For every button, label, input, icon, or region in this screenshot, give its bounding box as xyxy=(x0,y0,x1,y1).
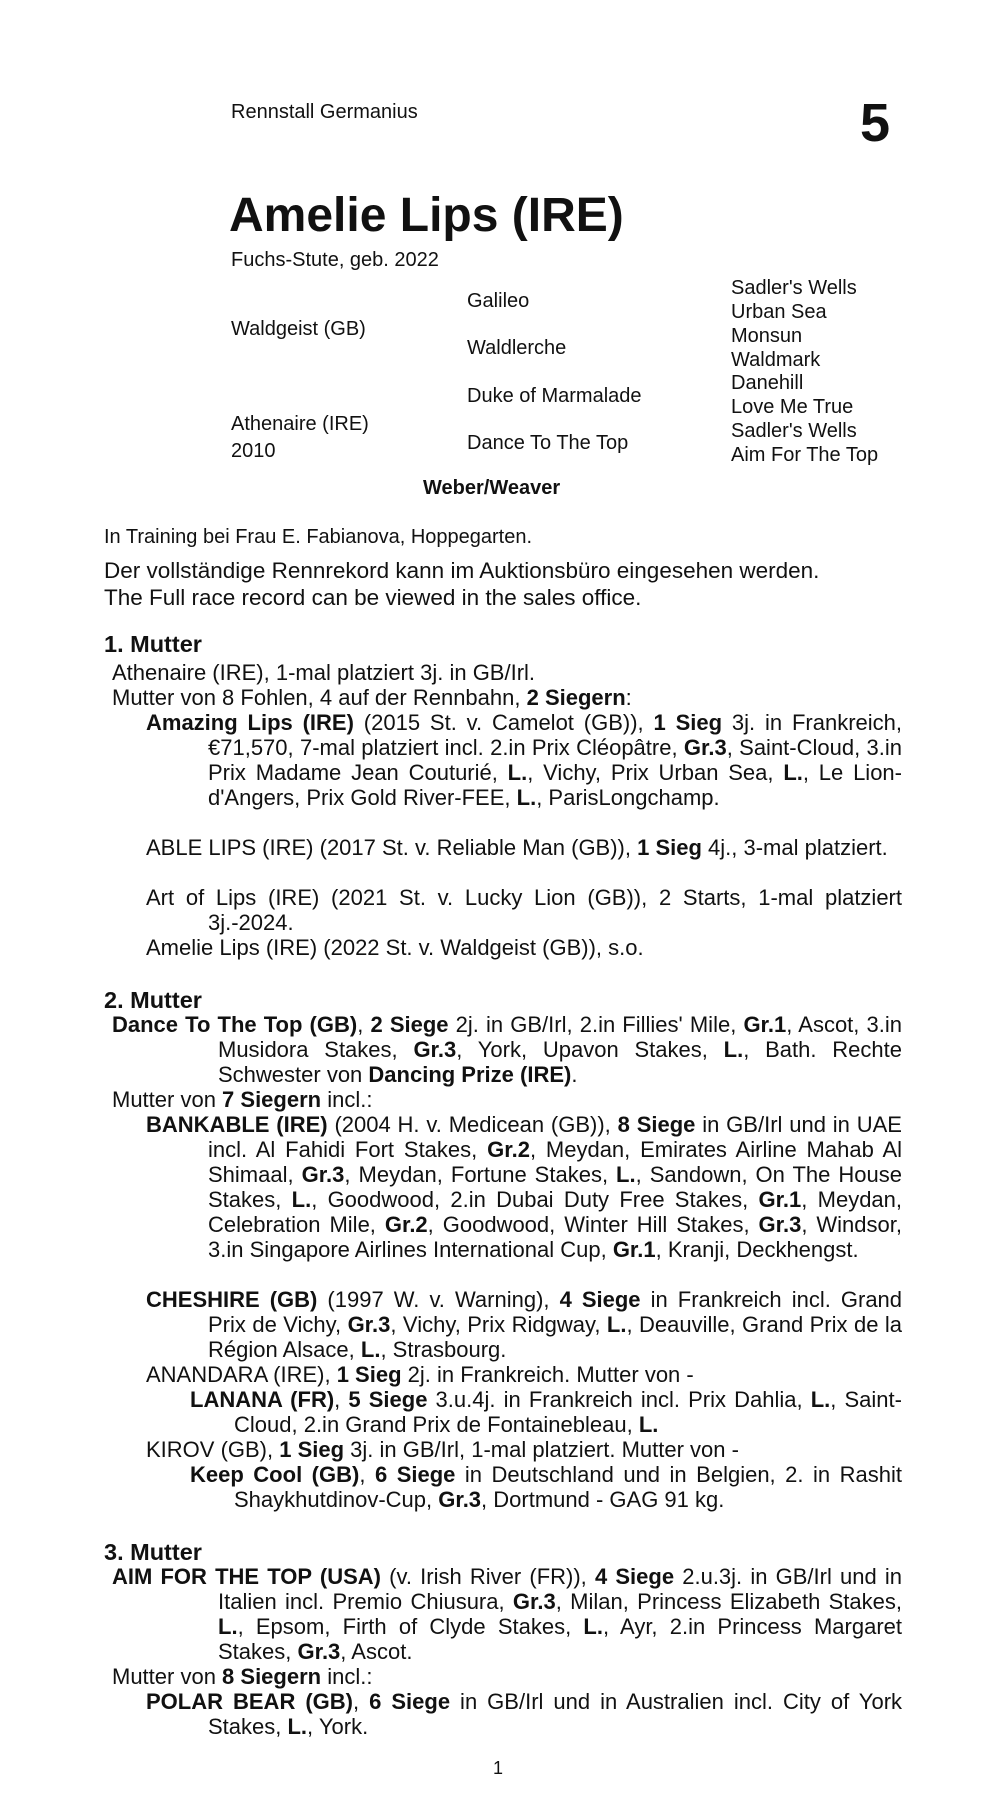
horse-description: Fuchs-Stute, geb. 2022 xyxy=(231,249,439,271)
training-note: In Training bei Frau E. Fabianova, Hoppegarten. xyxy=(104,526,533,548)
kirov-line: KIROV (GB), 1 Sieg 3j. in GB/Irl, 1-mal platziert. Mutter von - xyxy=(146,1437,739,1462)
anandara-line: ANANDARA (IRE), 1 Sieg 2j. in Frankreich. Mutter von - xyxy=(146,1362,694,1387)
mutter1-dam-line: Athenaire (IRE), 1-mal platziert 3j. in GB/Irl. xyxy=(112,660,536,685)
pedigree-gg-3: Monsun xyxy=(731,325,803,347)
keep-cool-line: Keep Cool (GB), 6 Siege in Deutschland und in Belgien, 2. in Rashit Shaykhutdinov-Cup, Gr.3, Dortmund - GAG 91 kg. xyxy=(190,1462,903,1512)
pedigree-dam-year: 2010 xyxy=(231,440,276,462)
breeder: Weber/Weaver xyxy=(423,477,561,499)
mutter2-entry-bankable: BANKABLE (IRE) (2004 H. v. Medicean (GB)), 8 Siege in GB/Irl und in UAE incl. Al Fahidi Fort Stakes, Gr.2, Meydan, Emirates Airline Mahab Al Shimaal, Gr.3, Meydan, Fortune Stakes, L., Sandown, On The House Stakes, L., Goodwood, 2.in Dubai Duty Free Stakes, Gr.1, Meydan, Celebration Mile, Gr.2, Goodwood, Winter Hill Stakes, Gr.3, Windsor, 3.in Singapore Airlines International Cup, Gr.1, Kranji, Deckhengst. xyxy=(146,1112,903,1262)
pedigree-dam-sire: Duke of Marmalade xyxy=(467,385,642,407)
pedigree-gg-2: Urban Sea xyxy=(731,301,827,323)
mutter3-dam-entry: AIM FOR THE TOP (USA) (v. Irish River (FR)), 4 Siege 2.u.3j. in GB/Irl und in Italien incl. Premio Chiusura, Gr.3, Milan, Princess Elizabeth Stakes, L., Epsom, Firth of Clyde Stakes, L., Ayr, 2.in Princess Margaret Stakes, Gr.3, Ascot. xyxy=(112,1564,903,1664)
pedigree-gg-5: Danehill xyxy=(731,372,804,394)
mutter1-entry-able-lips: ABLE LIPS (IRE) (2017 St. v. Reliable Man (GB)), 1 Sieg 4j., 3-mal platziert. xyxy=(146,835,888,860)
mutter1-offspring-summary: Mutter von 8 Fohlen, 4 auf der Rennbahn, 2 Siegern: xyxy=(112,685,632,710)
mutter2-offspring-summary: Mutter von 7 Siegern incl.: xyxy=(112,1087,373,1112)
pedigree-grandsire: Galileo xyxy=(467,290,530,312)
pedigree-gg-8: Aim For The Top xyxy=(731,444,879,466)
mutter3-entry-polar-bear: POLAR BEAR (GB), 6 Siege in GB/Irl und in Australien incl. City of York Stakes, L., York. xyxy=(146,1689,903,1739)
mutter1-entry-amelie-lips: Amelie Lips (IRE) (2022 St. v. Waldgeist (GB)), s.o. xyxy=(146,935,644,960)
pedigree-granddam: Waldlerche xyxy=(467,337,567,359)
mutter1-entry-art-of-lips: Art of Lips (IRE) (2021 St. v. Lucky Lion (GB)), 2 Starts, 1-mal platziert 3j.-2024. xyxy=(146,885,902,935)
pedigree-dam-dam: Dance To The Top xyxy=(467,432,629,454)
record-note xyxy=(104,557,819,611)
pedigree-gg-4: Waldmark xyxy=(731,349,821,371)
stable-name: Rennstall Germanius xyxy=(231,101,418,123)
mutter2-entry-cheshire: CHESHIRE (GB) (1997 W. v. Warning), 4 Siege in Frankreich incl. Grand Prix de Vichy, Gr.3, Vichy, Prix Ridgway, L., Deauville, Grand Prix de la Région Alsace, L., Strasbourg. xyxy=(146,1287,903,1362)
lanana-line: LANANA (FR), 5 Siege 3.u.4j. in Frankreich incl. Prix Dahlia, L., Saint-Cloud, 2.in Grand Prix de Fontainebleau, L. xyxy=(190,1387,902,1437)
section-title-mutter-1: 1. Mutter xyxy=(104,631,202,657)
pedigree-gg-6: Love Me True xyxy=(731,396,854,418)
pedigree-sire: Waldgeist (GB) xyxy=(231,318,366,340)
lot-number: 5 xyxy=(860,93,891,153)
horse-name: Amelie Lips (IRE) xyxy=(229,189,624,242)
mutter3-offspring-summary: Mutter von 8 Siegern incl.: xyxy=(112,1664,373,1689)
record-note-de: Der vollständige Rennrekord kann im Auktionsbüro eingesehen werden. xyxy=(104,558,820,583)
mutter2-entry-anandara xyxy=(146,1362,902,1437)
pedigree-gg-7: Sadler's Wells xyxy=(731,420,857,442)
section-title-mutter-3: 3. Mutter xyxy=(104,1539,202,1565)
pedigree-gg-1: Sadler's Wells xyxy=(731,277,857,299)
page-number: 1 xyxy=(493,1758,504,1778)
section-title-mutter-2: 2. Mutter xyxy=(104,987,202,1013)
pedigree-dam: Athenaire (IRE) xyxy=(231,413,369,435)
mutter2-entry-kirov xyxy=(146,1437,902,1512)
record-note-en: The Full race record can be viewed in the sales office. xyxy=(104,585,642,610)
mutter2-dam-entry: Dance To The Top (GB), 2 Siege 2j. in GB/Irl, 2.in Fillies' Mile, Gr.1, Ascot, 3.in Musidora Stakes, Gr.3, York, Upavon Stakes, L., Bath. Rechte Schwester von Dancing Prize (IRE). xyxy=(112,1012,902,1087)
mutter1-entry-amazing-lips: Amazing Lips (IRE) (2015 St. v. Camelot (GB)), 1 Sieg 3j. in Frankreich, €71,570, 7-mal platziert incl. 2.in Prix Cléopâtre, Gr.3, Saint-Cloud, 3.in Prix Madame Jean Couturié, L., Vichy, Prix Urban Sea, L., Le Lion-d'Angers, Prix Gold River-FEE, L., ParisLongchamp. xyxy=(146,710,903,810)
